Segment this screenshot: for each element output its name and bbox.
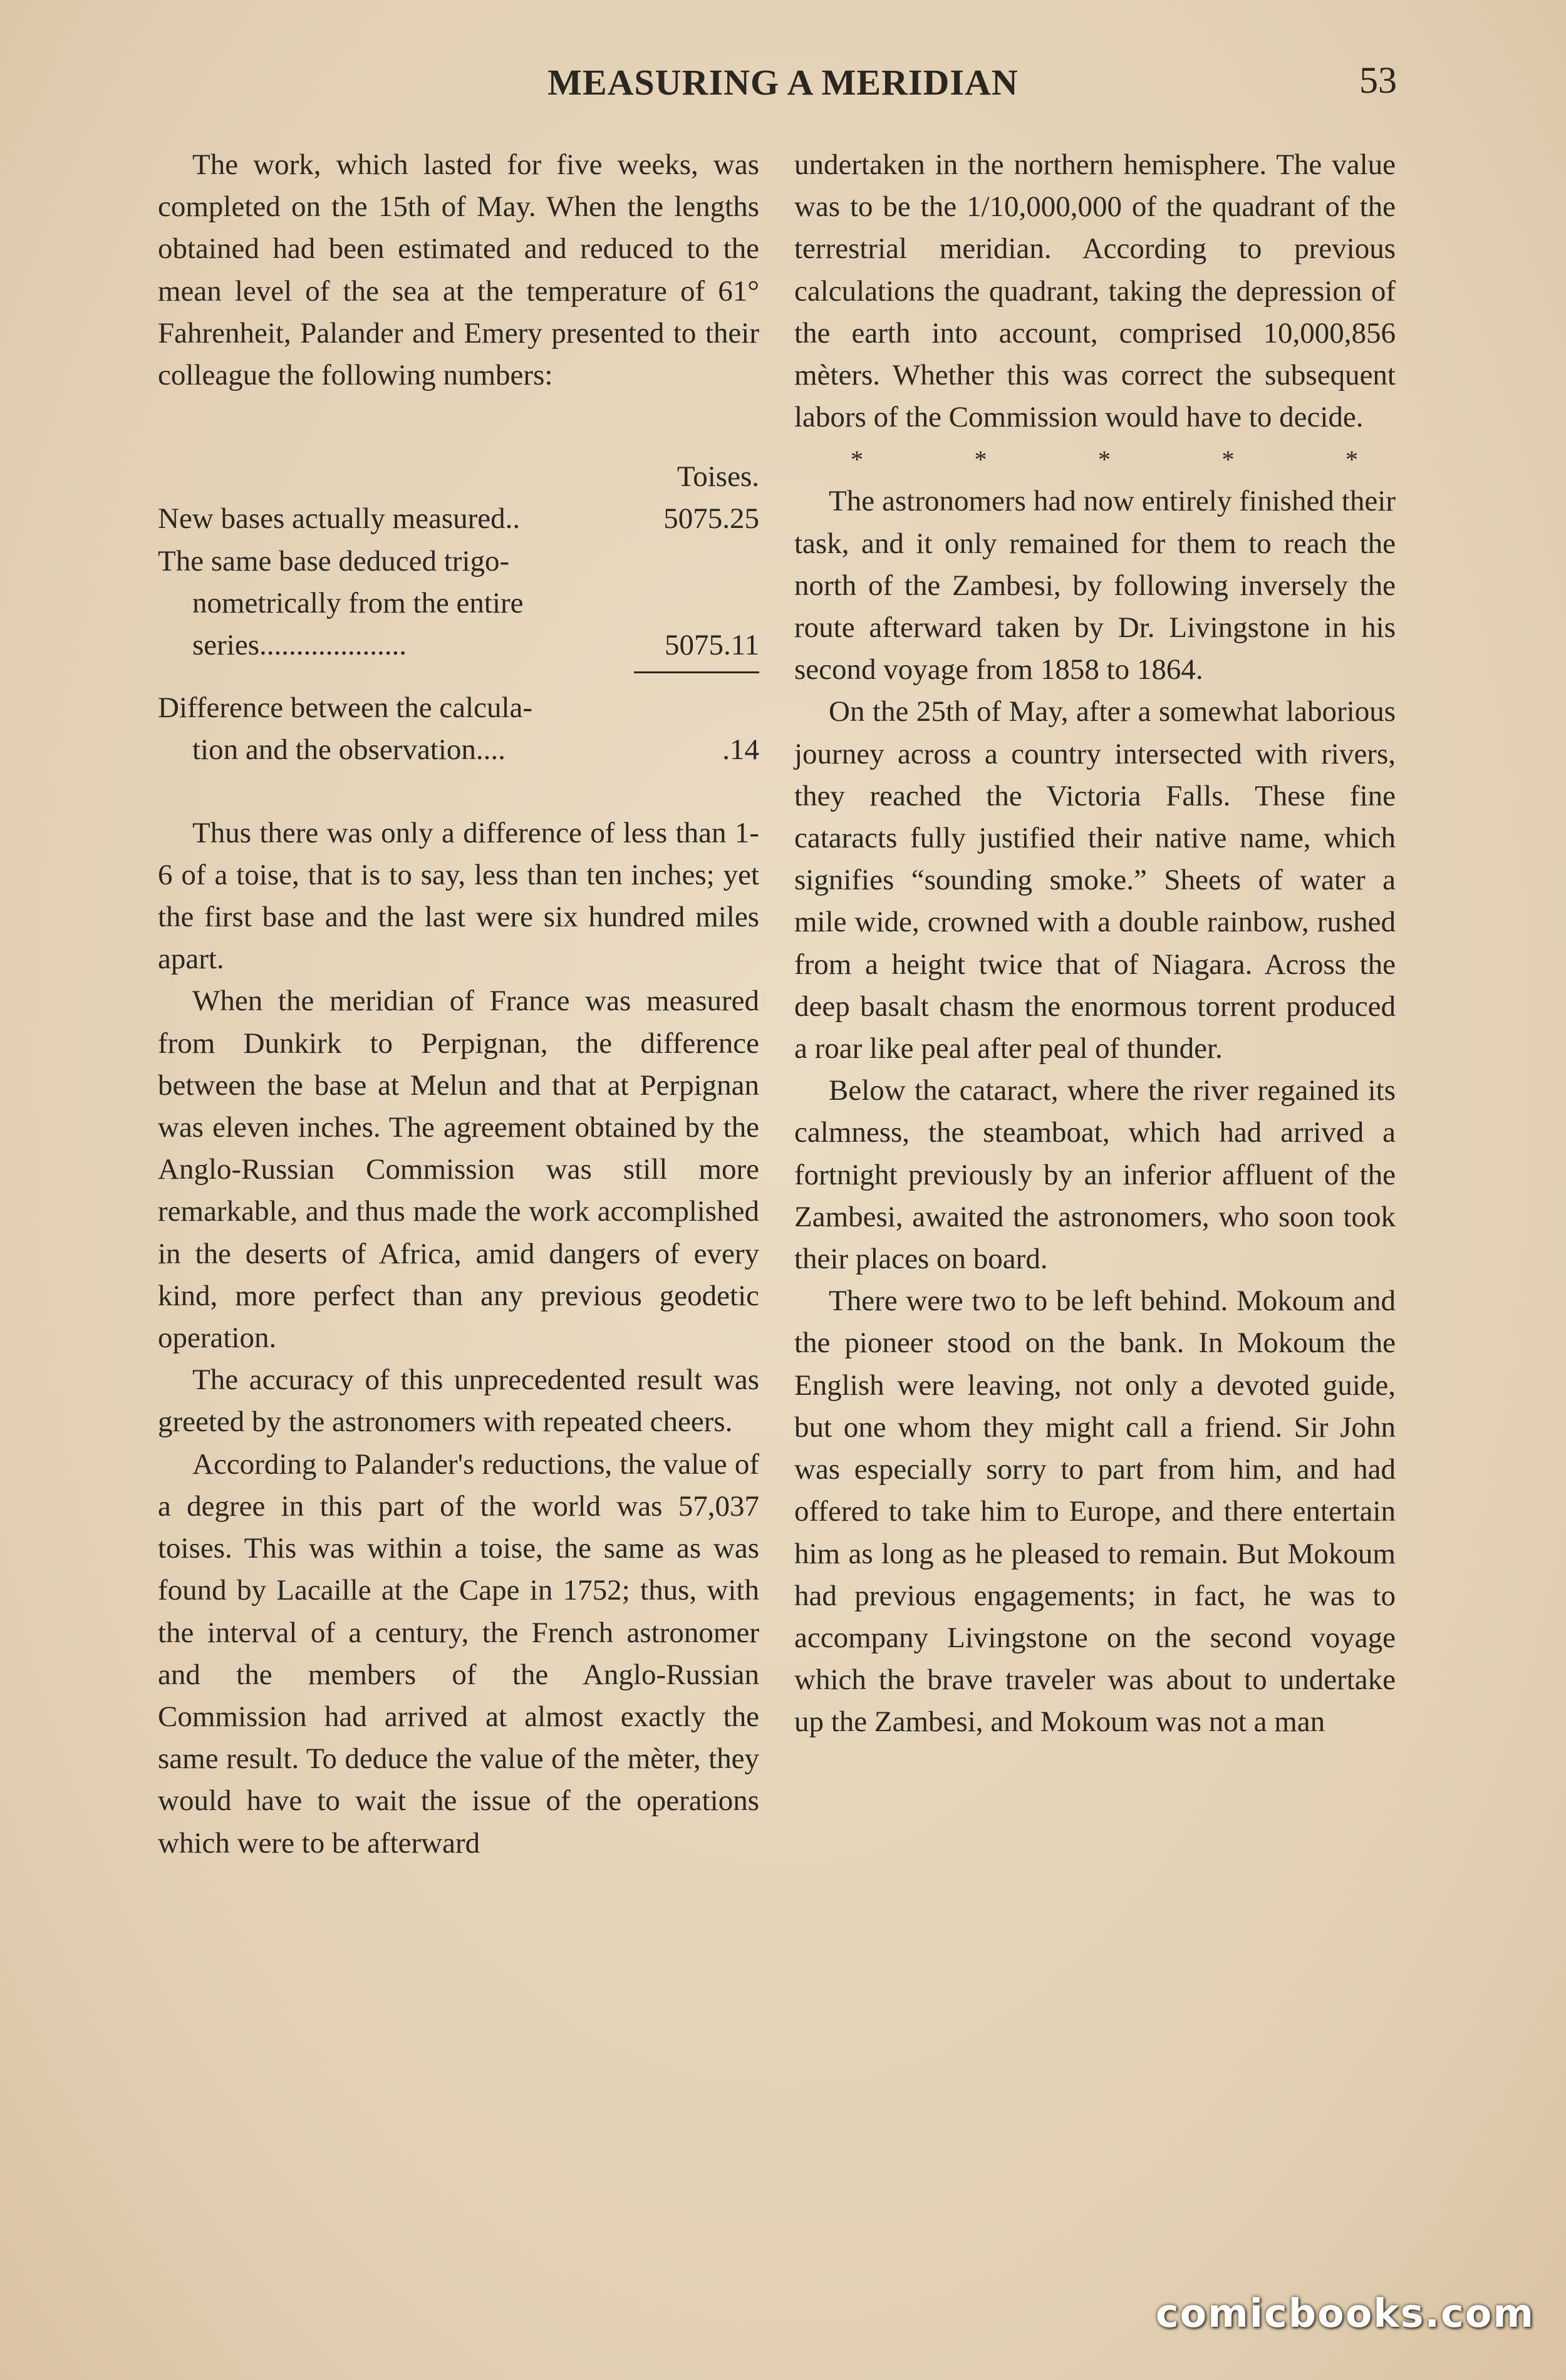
table-row (158, 729, 759, 771)
paragraph: The astronomers had now entirely finished their task, and it only remained for them to reach the north of the Zambesi, by following inversely the route afterward taken by Dr. Livingstone in his second voyage from 1858 to 1864. (794, 485, 1396, 686)
paragraph: undertaken in the northern hemisphere. The value was to be the 1/10,000,000 of the quadrant of the terrestrial meridian. According to previous calculations the quadrant, taking the depression of the earth into account, comprised 10,000,856 mèters. Whether this was correct the subsequent labors of the Commission would have to decide. (794, 148, 1396, 434)
page-header (0, 55, 1566, 111)
paragraph: When the meridian of France was measured from Dunkirk to Perpignan, the difference between the base at Melun and that at Perpignan was eleven inches. The agreement obtained by the Anglo-Russian Commission was still more remarkable, and thus made the work accomplished in the deserts of Africa, amid dangers of every kind, more perfect than any previous geodetic operation. (158, 985, 759, 1355)
table-row (158, 687, 759, 729)
left-column (158, 144, 759, 1865)
row-value: .14 (722, 733, 759, 767)
row-value: 5075.11 (664, 629, 759, 662)
table-row (158, 582, 759, 624)
paragraph: On the 25th of May, after a somewhat laborious journey across a country intersected with rivers, they reached the Victoria Falls. These fine cataracts fully justified their native name, which signifies “sounding smoke.” Sheets of water a mile wide, crowned with a double rainbow, rushed from a height twice that of Niagara. Across the deep basalt chasm the enormous torrent produced a roar like peal after peal of thunder. (794, 695, 1396, 1065)
row-label: series.................... (192, 629, 407, 662)
asterisk: * (1098, 445, 1111, 474)
table-row (158, 541, 759, 582)
paragraph: There were two to be left behind. Mokoum and the pioneer stood on the bank. In Mokoum the English were leaving, not only a devoted guide, but one whom they might call a friend. Sir John was especially sorry to part from him, and had offered to take him to Europe, and there entertain him as long as he pleased to remain. But Mokoum had previous engagements; in fact, he was to accompany Livingstone on the second voyage which the brave traveler was about to undertake up the Zambesi, and Mokoum was not a man (794, 1285, 1396, 1739)
row-label: New bases actually measured.. (158, 502, 521, 536)
row-label: The same base deduced trigo- (158, 544, 510, 577)
right-column (794, 144, 1396, 1744)
asterisk: * (1221, 445, 1235, 474)
asterisk: * (851, 445, 863, 474)
table-divider (634, 671, 759, 673)
paragraph: Thus there was only a difference of less than 1-6 of a toise, that is to say, less than ten inches; yet the first base and the last were six hundred miles apart. (158, 816, 759, 976)
paragraph: The accuracy of this unprecedented result was greeted by the astronomers with repeated cheers. (158, 1363, 759, 1439)
row-label: nometrically from the entire (192, 586, 524, 619)
table-header-row (158, 456, 759, 498)
paragraph: Below the cataract, where the river regained its calmness, the steamboat, which had arrived a fortnight previously by an inferior affluent of the Zambesi, awaited the astronomers, who soon took their places on board. (794, 1074, 1396, 1276)
paragraph: According to Palander's reductions, the value of a degree in this part of the world was 57,037 toises. This was within a toise, the same as was found by Lacaille at the Cape in 1752; thus, with the interval of a century, the French astronomer and the members of the Anglo-Russian Commission had arrived at almost exactly the same result. To deduce the value of the mèter, they would have to wait the issue of the operations which were to be afterward (158, 1447, 759, 1860)
measurement-table (158, 456, 759, 771)
table-row (158, 498, 759, 540)
table-row (158, 624, 759, 666)
paragraph: The work, which lasted for five weeks, was completed on the 15th of May. When the lengths obtained had been estimated and reduced to the mean level of the sea at the temperature of 61° Fahrenheit, Palander and Emery presented to their colleague the following numbers: (158, 148, 759, 392)
asterisk: * (1346, 445, 1358, 474)
row-label: tion and the observation.... (192, 733, 506, 767)
watermark: comicbooks.com (1155, 2290, 1535, 2336)
unit-header: Toises. (677, 460, 759, 494)
asterisk: * (974, 445, 987, 474)
row-label: Difference between the calcula- (158, 691, 533, 725)
page-number: 53 (1359, 59, 1397, 101)
row-value: 5075.25 (663, 502, 759, 536)
section-break (794, 438, 1396, 480)
running-title: MEASURING A MERIDIAN (547, 62, 1019, 103)
